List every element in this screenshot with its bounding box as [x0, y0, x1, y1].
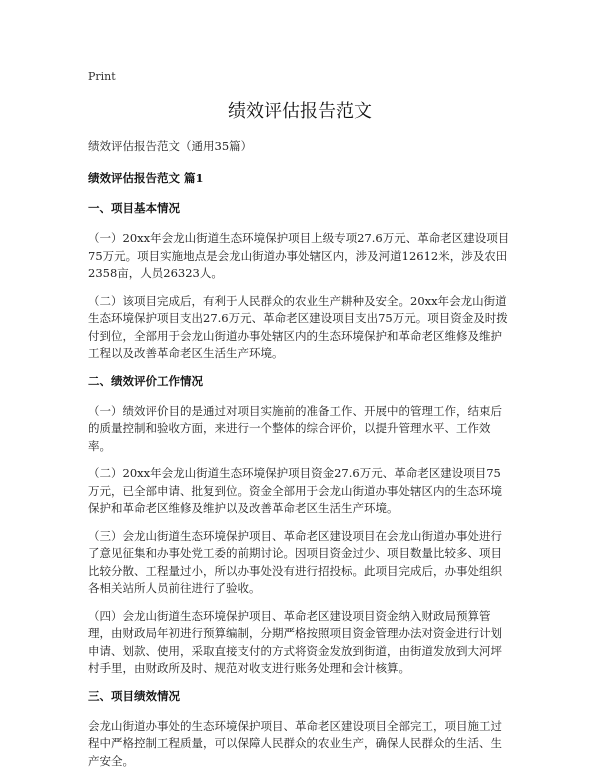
paragraph: （二）该项目完成后，有利于人民群众的农业生产耕种及安全。20xx年会龙山街道生态环境保护项目支出27.6万元、革命老区建设项目支出75万元。项目资金及时拨付到位，全部用于会龙山街道办事处辖区内的生态环境保护和革命老区维修及维护工程以及改善革命老区生活生产环境。 [88, 293, 508, 360]
print-label: Print [88, 70, 116, 83]
section-heading: 三、项目绩效情况 [88, 688, 180, 703]
paragraph: （三）会龙山街道生态环境保护项目、革命老区建设项目在会龙山街道办事处进行了意见征集和办事处党工委的前期讨论。因项目资金过少、项目数量比较多、项目比较分散、工程量过小，所以办事处没有进行招投标。此项目完成后，办事处组织各相关站所人员前往进行了验收。 [88, 528, 502, 595]
section-heading: 二、绩效评价工作情况 [88, 373, 203, 388]
paragraph: （一）20xx年会龙山街道生态环境保护项目上级专项27.6万元、革命老区建设项目75万元。项目实施地点是会龙山街道办事处辖区内，涉及河道12612米，涉及农田2358亩，人员26323人。 [88, 231, 510, 280]
section-heading: 一、项目基本情况 [88, 201, 180, 215]
paragraph: 会龙山街道办事处的生态环境保护项目、革命老区建设项目全部完工，项目施工过程中严格控制工程质量，可以保障人民群众的农业生产，确保人民群众的生活、生产安全。 [88, 718, 502, 768]
part-heading: 绩效评估报告范文 篇1 [88, 171, 204, 185]
section-project-performance [88, 688, 512, 771]
paragraph: （二）20xx年会龙山街道生态环境保护项目资金27.6万元、革命老区建设项目75万元，已全部申请、批复到位。资金全部用于会龙山街道办事处辖区内的生态环境保护和革命老区维修及维护以及改善革命老区生活生产环境。 [88, 466, 502, 515]
section-evaluation-work [88, 373, 512, 678]
section-basic-info [88, 200, 512, 363]
document-title: 绩效评估报告范文 [228, 101, 372, 122]
document-subtitle: 绩效评估报告范文（通用35篇） [88, 139, 253, 153]
paragraph: （四）会龙山街道生态环境保护项目、革命老区建设项目资金纳入财政局预算管理，由财政局年初进行预算编制，分期严格按照项目资金管理办法对资金进行计划申请、划款、使用，采取直接支付的方式将资金发放到街道，由街道发放到大河坪村手里，由财政所及时、规范对收支进行账务处理和会计核算。 [88, 608, 502, 675]
paragraph: （一）绩效评价目的是通过对项目实施前的准备工作、开展中的管理工作，结束后的质量控制和验收方面，来进行一个整体的综合评价，以提升管理水平、工作效率。 [88, 403, 502, 453]
